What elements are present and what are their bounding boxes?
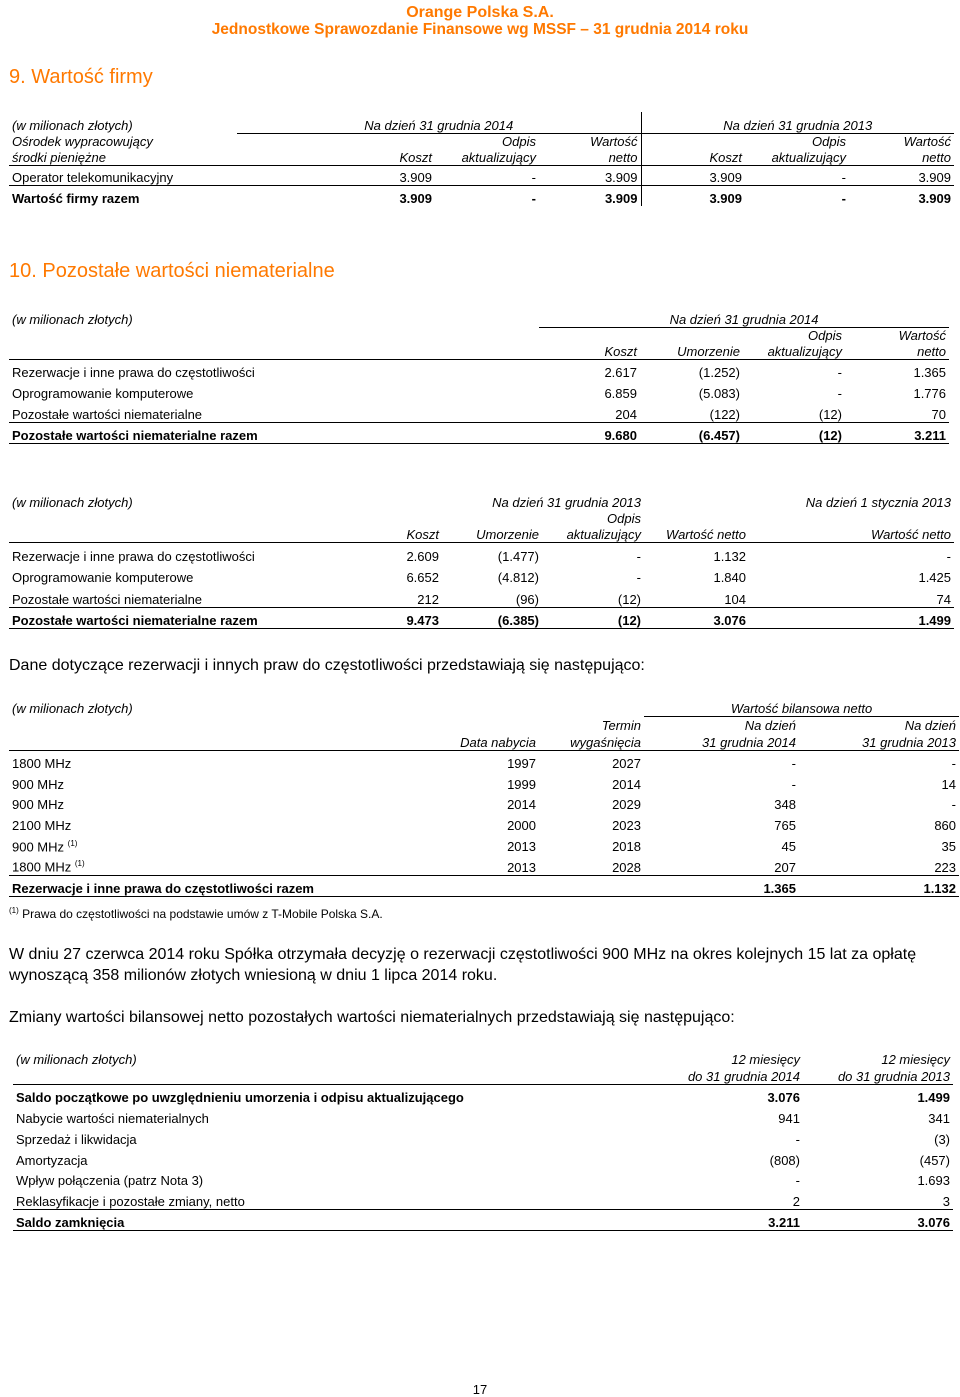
cell: 860 bbox=[934, 818, 957, 833]
cell: 3.909 bbox=[641, 185, 745, 206]
col-header: Koszt bbox=[641, 149, 745, 165]
col-header: Termin bbox=[601, 718, 641, 733]
cell: - bbox=[837, 365, 842, 380]
units-label: (w milionach złotych) bbox=[12, 118, 133, 133]
cell: 2028 bbox=[612, 859, 641, 875]
cell: (3) bbox=[934, 1132, 950, 1147]
row-label: Pozostałe wartości niematerialne razem bbox=[9, 607, 362, 628]
cell: (12) bbox=[617, 591, 642, 607]
col-header: netto bbox=[849, 149, 954, 165]
cell: 70 bbox=[931, 406, 947, 422]
cell: 9.473 bbox=[362, 607, 442, 628]
row-label: Reklasyfikacje i pozostałe zmiany, netto bbox=[16, 1193, 245, 1209]
row-label: 1800 MHz $^{(1)}$ bbox=[12, 859, 85, 875]
total-row bbox=[13, 1209, 953, 1230]
cell: 1.776 bbox=[913, 386, 947, 401]
col-header: Koszt bbox=[237, 149, 435, 165]
cell: (6.385) bbox=[442, 607, 542, 628]
total-row bbox=[9, 607, 954, 628]
units-label: (w milionach złotych) bbox=[12, 495, 133, 510]
col-header: Wartość netto bbox=[749, 526, 954, 542]
cgu-label-line1: Ośrodek wypracowujący bbox=[12, 134, 153, 149]
cell: 9.680 bbox=[539, 422, 640, 443]
cell: - bbox=[531, 169, 536, 185]
table-row bbox=[13, 1168, 953, 1188]
cell: - bbox=[946, 549, 952, 564]
cell: - bbox=[636, 549, 642, 564]
row-label: 2100 MHz bbox=[12, 818, 72, 833]
table-row bbox=[9, 542, 954, 564]
cell: (12) bbox=[743, 422, 845, 443]
cell: 3.076 bbox=[644, 607, 749, 628]
col-header: Wartość bbox=[903, 134, 951, 149]
cell: 941 bbox=[778, 1111, 800, 1126]
carrying-value-changes-table bbox=[13, 1050, 953, 1231]
intangibles-2014-table bbox=[9, 307, 949, 444]
row-label: Oprogramowanie komputerowe bbox=[12, 570, 194, 585]
table-row bbox=[13, 1126, 953, 1147]
section-10-title: 10. Pozostałe wartości niematerialne bbox=[9, 260, 335, 282]
frequency-table bbox=[9, 696, 959, 897]
cell: 2014 bbox=[612, 777, 641, 792]
cell: 223 bbox=[934, 859, 957, 875]
footnote: $^{(1)}$ Prawa do częstotliwości na podstawie umów z T-Mobile Polska S.A. bbox=[9, 906, 383, 921]
cell: 3.076 bbox=[803, 1209, 953, 1230]
cell: - bbox=[636, 570, 642, 585]
table-row bbox=[13, 1147, 953, 1168]
cell: 6.859 bbox=[604, 386, 637, 401]
cell: 2.617 bbox=[604, 365, 637, 380]
cell: 3.909 bbox=[918, 169, 951, 185]
col-header: netto bbox=[845, 343, 949, 359]
cell: (1.252) bbox=[698, 365, 740, 380]
table-row bbox=[13, 1188, 953, 1209]
total-row bbox=[9, 422, 949, 443]
cell: 204 bbox=[615, 406, 637, 422]
cell: 3.909 bbox=[641, 165, 745, 185]
cell: 2000 bbox=[507, 818, 536, 833]
table-row bbox=[9, 401, 949, 422]
col-header: Odpis bbox=[607, 511, 642, 526]
units-label: (w milionach złotych) bbox=[16, 1052, 137, 1067]
col-header: do 31 grudnia 2014 bbox=[653, 1067, 803, 1084]
table-row bbox=[9, 564, 954, 585]
units-label: (w milionach złotych) bbox=[12, 312, 133, 327]
cell: - bbox=[837, 386, 842, 401]
row-label: 900 MHz $^{(1)}$ bbox=[12, 838, 78, 854]
cell: (122) bbox=[709, 406, 740, 422]
cell: - bbox=[791, 777, 796, 792]
col-header: Odpis bbox=[502, 134, 536, 149]
cell: 1.365 bbox=[913, 365, 947, 380]
table-row bbox=[9, 812, 959, 833]
cell: 14 bbox=[941, 777, 957, 792]
cell: 212 bbox=[417, 591, 439, 607]
table-row bbox=[9, 833, 959, 854]
col-header: 31 grudnia 2013 bbox=[799, 733, 959, 750]
cell: 1.132 bbox=[799, 875, 959, 896]
cell: 1.365 bbox=[644, 875, 799, 896]
group-header: Wartość bilansowa netto bbox=[644, 696, 959, 716]
intangibles-2013-table bbox=[9, 490, 954, 629]
cell: 207 bbox=[774, 859, 796, 875]
cell: 2013 bbox=[507, 839, 536, 854]
cell: - bbox=[795, 1132, 800, 1147]
cell: 3.909 bbox=[237, 185, 435, 206]
cgu-label-line2: środki pieniężne bbox=[9, 149, 237, 165]
cell: 2029 bbox=[612, 797, 641, 812]
col-header: do 31 grudnia 2013 bbox=[803, 1067, 953, 1084]
cell: 765 bbox=[774, 818, 796, 833]
cell: 341 bbox=[928, 1111, 950, 1126]
row-label: Rezerwacje i inne prawa do częstotliwości bbox=[12, 549, 255, 564]
cell: 2027 bbox=[612, 756, 641, 771]
cell: 3.076 bbox=[767, 1090, 800, 1105]
col-header: aktualizujący bbox=[743, 343, 845, 359]
cell: 348 bbox=[774, 797, 796, 812]
col-header: Wartość bbox=[590, 134, 638, 149]
col-header: 12 miesięcy bbox=[881, 1052, 950, 1067]
col-header: Odpis bbox=[812, 134, 846, 149]
goodwill-table bbox=[9, 112, 954, 206]
table-row bbox=[9, 750, 959, 771]
cell: 3 bbox=[942, 1193, 950, 1209]
row-label: Pozostałe wartości niematerialne bbox=[12, 406, 203, 422]
cell: - bbox=[795, 1173, 800, 1188]
cell: - bbox=[841, 169, 846, 185]
cell: 3.211 bbox=[653, 1209, 803, 1230]
col-header: Data nabycia bbox=[434, 733, 539, 750]
total-row bbox=[9, 185, 954, 206]
units-label: (w milionach złotych) bbox=[12, 701, 133, 716]
row-label: Saldo zamknięcia bbox=[13, 1209, 653, 1230]
cell: 3.909 bbox=[849, 185, 954, 206]
cell: 74 bbox=[936, 591, 952, 607]
cell: 1.840 bbox=[713, 570, 747, 585]
col-header: Odpis bbox=[808, 328, 842, 343]
col-header: Wartość bbox=[898, 328, 947, 343]
col-header: wygaśnięcia bbox=[539, 733, 644, 750]
cell: 2018 bbox=[612, 839, 641, 854]
row-label: Oprogramowanie komputerowe bbox=[12, 386, 194, 401]
cell: - bbox=[951, 756, 957, 771]
cell: (1.477) bbox=[497, 549, 539, 564]
col-header: Koszt bbox=[539, 343, 640, 359]
row-label: Pozostałe wartości niematerialne razem bbox=[9, 422, 539, 443]
cell: 1999 bbox=[507, 777, 536, 792]
table-row bbox=[9, 165, 954, 185]
period-2014-header: Na dzień 31 grudnia 2014 bbox=[237, 112, 641, 133]
section-9-title: 9. Wartość firmy bbox=[9, 66, 153, 88]
table-row bbox=[9, 792, 959, 812]
cell: (808) bbox=[769, 1153, 800, 1168]
cell: (96) bbox=[515, 591, 539, 607]
cell: 2014 bbox=[507, 797, 536, 812]
cell: 35 bbox=[941, 839, 957, 854]
row-label: 900 MHz bbox=[12, 777, 65, 792]
row-label: 1800 MHz bbox=[12, 756, 72, 771]
col-header: aktualizujący bbox=[745, 149, 849, 165]
table-row bbox=[9, 380, 949, 401]
cell: 1.425 bbox=[918, 570, 952, 585]
cell: (6.457) bbox=[640, 422, 743, 443]
col-header: Koszt bbox=[362, 526, 442, 542]
cell: 2.609 bbox=[406, 549, 439, 564]
row-label: Amortyzacja bbox=[16, 1153, 88, 1168]
row-label: Saldo początkowe po uwzględnieniu umorzenia i odpisu aktualizującego bbox=[16, 1090, 464, 1105]
cell: 104 bbox=[724, 591, 747, 607]
cell: 3.909 bbox=[604, 169, 638, 185]
total-row bbox=[9, 875, 959, 896]
table-row bbox=[13, 1105, 953, 1126]
table-row bbox=[9, 854, 959, 875]
cell: (12) bbox=[818, 406, 842, 422]
table-row bbox=[9, 585, 954, 607]
cell: 1.693 bbox=[917, 1173, 950, 1188]
col-header: 12 miesięcy bbox=[731, 1052, 800, 1067]
col-header: aktualizujący bbox=[435, 149, 539, 165]
cell: 6.652 bbox=[406, 570, 439, 585]
frequency-intro: Dane dotyczące rezerwacji i innych praw do częstotliwości przedstawiają się następująco: bbox=[9, 657, 645, 674]
col-header: Umorzenie bbox=[442, 526, 542, 542]
row-label: Nabycie wartości niematerialnych bbox=[16, 1111, 209, 1126]
row-label: Rezerwacje i inne prawa do częstotliwości bbox=[12, 365, 255, 380]
period-header: Na dzień 31 grudnia 2014 bbox=[539, 307, 949, 327]
paragraph-changes: Zmiany wartości bilansowej netto pozostałych wartości niematerialnych przedstawiają się następująco: bbox=[9, 1009, 735, 1026]
cell: 1.499 bbox=[749, 607, 954, 628]
col-header: Na dzień bbox=[904, 718, 957, 733]
cell: 2 bbox=[792, 1193, 800, 1209]
company-name: Orange Polska S.A. bbox=[406, 4, 554, 21]
col-header: Na dzień bbox=[744, 718, 796, 733]
cell: - bbox=[951, 797, 957, 812]
col-header: aktualizujący bbox=[542, 526, 644, 542]
cell: 1.132 bbox=[713, 549, 747, 564]
cell: 2023 bbox=[612, 818, 641, 833]
row-label: Rezerwacje i inne prawa do częstotliwości razem bbox=[9, 875, 644, 896]
cell: 3.909 bbox=[539, 185, 641, 206]
col-header: 31 grudnia 2014 bbox=[644, 733, 799, 750]
cell: 2013 bbox=[507, 859, 536, 875]
cell: (5.083) bbox=[698, 386, 740, 401]
cell: 3.909 bbox=[399, 169, 432, 185]
report-title: Jednostkowe Sprawozdanie Finansowe wg MSSF – 31 grudnia 2014 roku bbox=[211, 21, 749, 38]
row-label: Operator telekomunikacyjny bbox=[12, 169, 174, 185]
cell: (457) bbox=[919, 1153, 950, 1168]
cell: - bbox=[745, 185, 849, 206]
col-header: Wartość netto bbox=[644, 526, 749, 542]
col-header: netto bbox=[539, 149, 641, 165]
row-label: Sprzedaż i likwidacja bbox=[16, 1132, 137, 1147]
cell: 45 bbox=[781, 839, 796, 854]
cell: - bbox=[791, 756, 796, 771]
cell: 1.499 bbox=[917, 1090, 950, 1105]
page-number: 17 bbox=[472, 1382, 488, 1397]
period-header: Na dzień 1 stycznia 2013 bbox=[805, 495, 952, 510]
cell: 3.211 bbox=[845, 422, 949, 443]
paragraph-900mhz: W dniu 27 czerwca 2014 roku Spółka otrzymała decyzję o rezerwacji częstotliwości 900 MHz na okres kolejnych 15 lat za opłatę wynoszącą 358 milionów złotych wniesioną w dniu 1 lipca 2014 roku. bbox=[9, 946, 917, 984]
period-header: Na dzień 31 grudnia 2013 bbox=[492, 495, 642, 510]
row-label: Wpływ połączenia (patrz Nota 3) bbox=[16, 1173, 204, 1188]
col-header: Umorzenie bbox=[640, 343, 743, 359]
table-row bbox=[13, 1084, 953, 1105]
cell: (4.812) bbox=[497, 570, 539, 585]
cell: 1997 bbox=[507, 756, 536, 771]
row-label: Pozostałe wartości niematerialne bbox=[12, 591, 203, 607]
cell: - bbox=[435, 185, 539, 206]
table-row bbox=[9, 359, 949, 380]
table-row bbox=[9, 771, 959, 792]
row-label: Wartość firmy razem bbox=[9, 185, 237, 206]
row-label: 900 MHz bbox=[12, 797, 65, 812]
cell: (12) bbox=[542, 607, 644, 628]
period-2013-header: Na dzień 31 grudnia 2013 bbox=[641, 112, 954, 133]
